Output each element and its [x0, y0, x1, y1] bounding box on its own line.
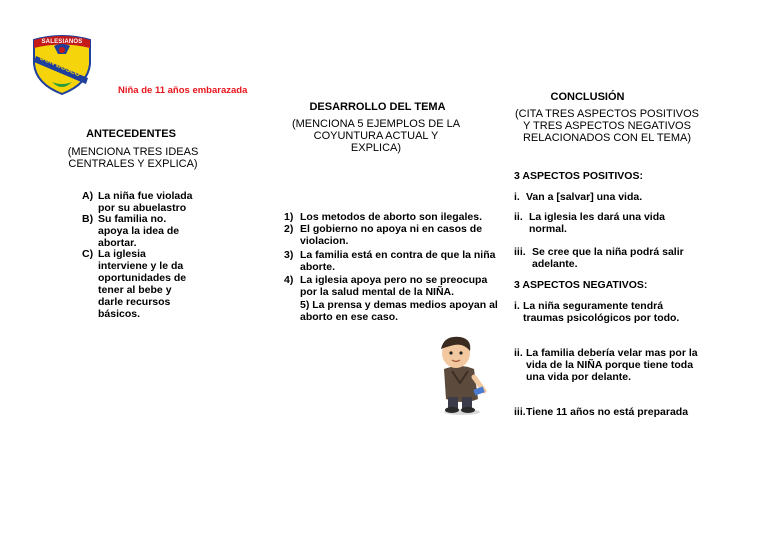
antecedente-text: Su familia no. apoya la idea de abortar. [98, 213, 180, 249]
list-marker: 2) [284, 223, 294, 235]
desarrollo-text: La iglesia apoya pero no se preocupa por la salud mental de la NIÑA. [300, 274, 488, 298]
positive-text: La iglesia les dará una vida normal. [529, 211, 665, 235]
desarrollo-title: DESARROLLO DEL TEMA [309, 101, 446, 113]
desarrollo-item-2 [284, 223, 496, 247]
list-marker: A) [82, 190, 94, 202]
list-marker: i. [514, 300, 520, 312]
positive-item-2 [514, 211, 704, 235]
boy-illustration [430, 333, 488, 415]
antecedente-text: La iglesia interviene y le da oportunidades de tener al bebe y darle recursos básicos. [98, 248, 187, 320]
negative-item-1 [514, 300, 690, 324]
logo-band-text: DON BOSCO [38, 54, 82, 79]
list-marker: 4) [284, 274, 294, 286]
list-marker: i. [514, 191, 520, 203]
negative-title: 3 ASPECTOS NEGATIVOS: [514, 279, 648, 291]
list-marker: C) [82, 248, 94, 260]
list-marker: iii. [514, 406, 526, 418]
list-marker: 3) [284, 249, 294, 261]
conclusion-title: CONCLUSIÓN [550, 91, 625, 103]
negative-text: La niña seguramente tendrá traumas psicológicos por todo. [523, 300, 680, 324]
desarrollo-item-5 [284, 299, 500, 323]
desarrollo-item-3 [284, 249, 496, 273]
list-marker: B) [82, 213, 94, 225]
antecedente-item-b [82, 213, 192, 249]
desarrollo-text: El gobierno no apoya ni en casos de violacion. [300, 223, 483, 247]
list-marker: ii. [514, 347, 523, 359]
list-marker: 1) [284, 211, 294, 223]
list-marker: ii. [514, 211, 523, 223]
logo-top-text: SALESIANOS [41, 39, 83, 45]
positive-title: 3 ASPECTOS POSITIVOS: [514, 170, 643, 182]
negative-item-3 [514, 406, 714, 418]
desarrollo-item-4 [284, 274, 500, 298]
antecedentes-title: ANTECEDENTES [86, 128, 176, 140]
positive-text: Se cree que la niña podrá salir adelante. [532, 246, 684, 270]
positive-text: Van a [salvar] una vida. [526, 191, 643, 203]
desarrollo-item-1 [284, 211, 496, 223]
desarrollo-instruction: (MENCIONA 5 EJEMPLOS DE LA COYUNTURA ACTUAL Y EXPLICA) [291, 118, 461, 154]
document-subtitle: Niña de 11 años embarazada [118, 85, 248, 96]
negative-text: La familia debería velar mas por la vida de la NIÑA porque tiene toda una vida por delante. [526, 347, 698, 383]
conclusion-instruction: (CITA TRES ASPECTOS POSITIVOS Y TRES ASPECTOS NEGATIVOS RELACIONADOS CON EL TEMA) [515, 108, 699, 144]
antecedentes-instruction: (MENCIONA TRES IDEAS CENTRALES Y EXPLICA) [67, 146, 199, 170]
positive-item-1 [514, 191, 704, 203]
negative-text: Tiene 11 años no está preparada [526, 406, 689, 418]
antecedente-item-a [82, 190, 202, 214]
antecedente-item-c [82, 248, 192, 320]
negative-item-2 [514, 347, 698, 383]
desarrollo-text: Los metodos de aborto son ilegales. [300, 211, 483, 223]
positive-item-3 [514, 246, 704, 270]
list-marker: iii. [514, 246, 526, 258]
antecedente-text: La niña fue violada por su abuelastro [98, 190, 193, 214]
desarrollo-text: 5) La prensa y demas medios apoyan al aborto en ese caso. [300, 299, 498, 323]
desarrollo-text: La familia está en contra de que la niña aborte. [300, 249, 496, 273]
